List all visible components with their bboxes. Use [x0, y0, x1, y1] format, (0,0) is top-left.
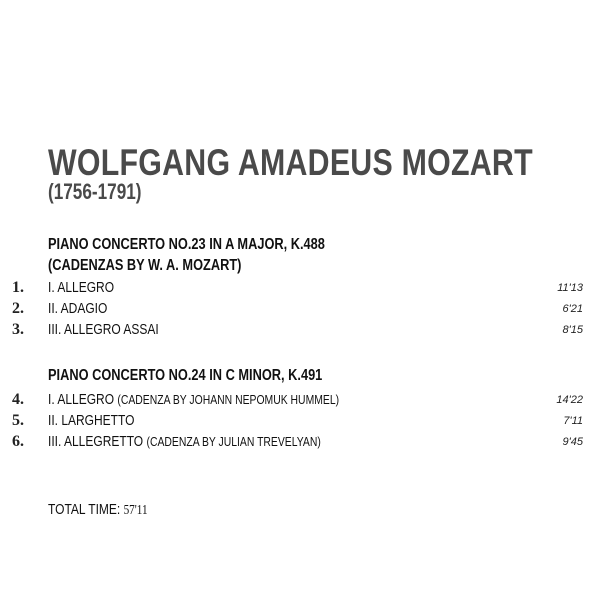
track-number: 5.: [12, 412, 24, 429]
track-title: [48, 279, 131, 297]
track-number: 4.: [12, 391, 24, 408]
track-movement: I. ALLEGRO: [48, 279, 115, 296]
track-movement: I. ALLEGRO: [48, 391, 115, 408]
work-1-title: PIANO CONCERTO NO.23 IN A MAJOR, K.488: [48, 236, 325, 253]
track-time: 11'13: [557, 282, 583, 294]
track-number: 2.: [12, 300, 24, 317]
track-movement: III. ALLEGRO ASSAI: [48, 321, 159, 338]
composer-name: WOLFGANG AMADEUS MOZART: [48, 142, 533, 183]
track-title: [48, 391, 412, 409]
track-movement: II. ADAGIO: [48, 300, 108, 317]
track-time: 7'11: [563, 415, 583, 427]
track-number: 6.: [12, 433, 24, 450]
work-2-title: PIANO CONCERTO NO.24 IN C MINOR, K.491: [48, 367, 323, 384]
track-note: (CADENZA BY JULIAN TREVELYAN): [146, 434, 321, 449]
track-movement: II. LARGHETTO: [48, 412, 135, 429]
track-title: [48, 412, 156, 430]
track-title: [48, 433, 389, 451]
total-time-label: TOTAL TIME:: [48, 501, 121, 518]
track-time: 8'15: [562, 324, 583, 336]
composer-dates: (1756-1791): [48, 179, 142, 204]
track-time: 6'21: [562, 303, 583, 315]
track-movement: III. ALLEGRETTO: [48, 433, 144, 450]
track-time: 14'22: [556, 394, 583, 406]
total-time-value: 57'11: [123, 503, 148, 518]
total-time: [48, 501, 172, 520]
track-title: [48, 300, 122, 318]
track-note: (CADENZA BY JOHANN NEPOMUK HUMMEL): [117, 392, 340, 407]
track-number: 3.: [12, 321, 24, 338]
track-number: 1.: [12, 279, 24, 296]
track-time: 9'45: [562, 436, 583, 448]
work-1-subtitle: (CADENZAS BY W. A. MOZART): [48, 257, 242, 274]
track-title: [48, 321, 186, 339]
